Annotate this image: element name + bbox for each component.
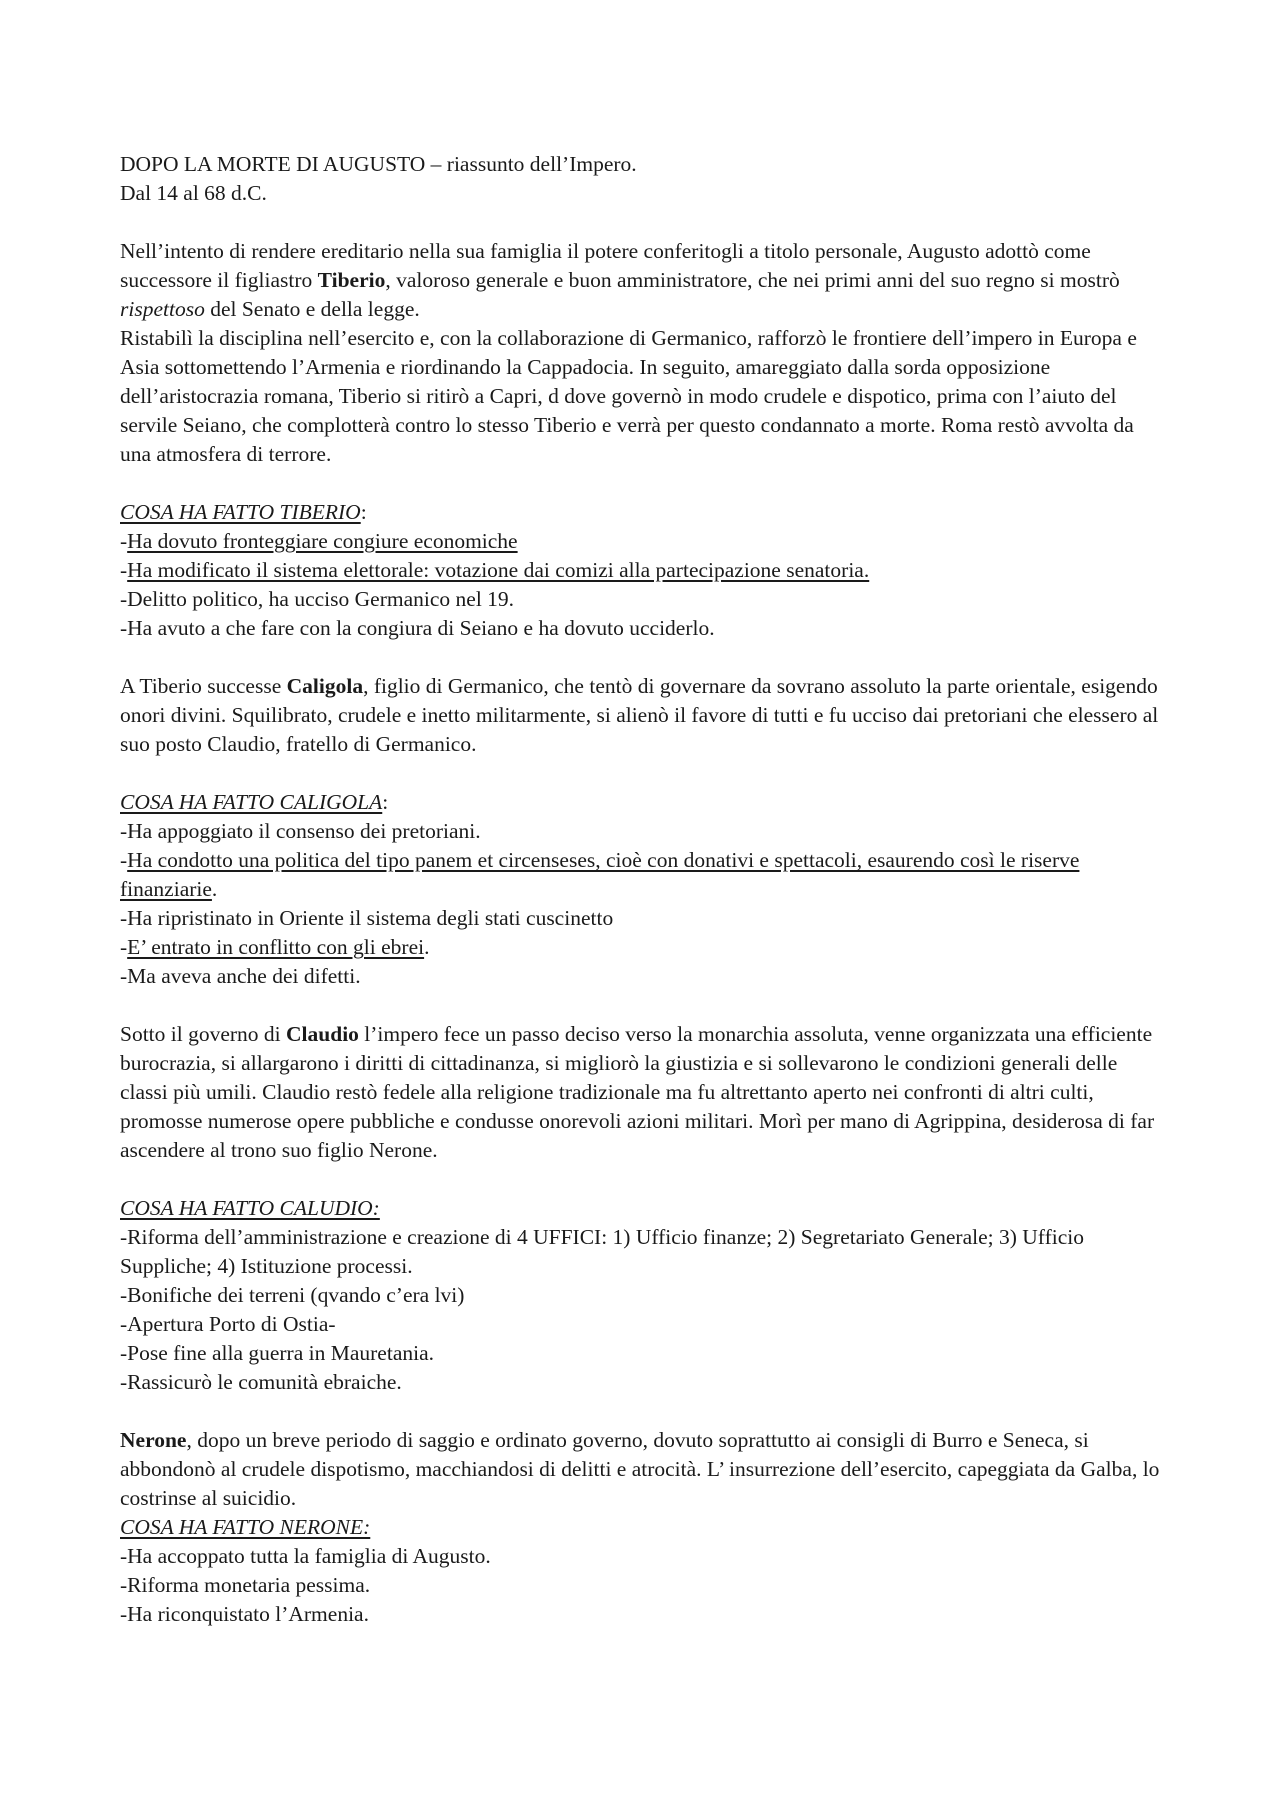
tiberio-heading	[120, 498, 1170, 527]
list-item-text: Ha dovuto fronteggiare congiure economiche	[127, 529, 518, 553]
list-item-period: .	[211, 877, 218, 901]
tiberio-paragraph	[120, 237, 1170, 324]
nerone-paragraph	[120, 1426, 1170, 1513]
caligola-heading	[120, 788, 1170, 817]
list-item: -Ha appoggiato il consenso dei pretoriani.	[120, 819, 481, 843]
document-page	[120, 150, 1170, 1629]
list-item	[120, 846, 1170, 904]
list-dash: -	[120, 935, 128, 959]
list-item-text: E’ entrato in conflitto con gli ebrei	[127, 935, 425, 959]
tiberio-heading-text: COSA HA FATTO TIBERIO	[120, 500, 361, 524]
claudio-name: Claudio	[286, 1022, 359, 1046]
list-item-period: .	[424, 935, 430, 959]
caligola-name: Caligola	[286, 674, 364, 698]
spacer	[120, 759, 1170, 788]
list-dash: -	[120, 558, 128, 582]
claudio-intro-text: Sotto il governo di	[120, 1022, 287, 1046]
caligola-intro-text: , figlio di Germanico, che tentò di governare da sovrano assoluto la parte orientale, esigendo onori divini. Squilibrato, crudele e inetto militarmente, si alienò il favore di tutti e fu ucciso dai pretoriani che elessero al suo posto Claudio, fratello di Germanico.	[120, 674, 1159, 756]
list-item: -Ha riconquistato l’Armenia.	[120, 1602, 369, 1626]
list-item: -Riforma monetaria pessima.	[120, 1573, 371, 1597]
nerone-heading: COSA HA FATTO NERONE:	[120, 1515, 371, 1539]
list-dash: -	[120, 529, 128, 553]
list-item	[120, 527, 1170, 556]
list-item: -Rassicurò le comunità ebraiche.	[120, 1370, 402, 1394]
tiberio-paragraph-2: Ristabilì la disciplina nell’esercito e, con la collaborazione di Germanico, rafforzò le frontiere dell’impero in Europa e Asia sottomettendo l’Armenia e riordinando la Cappadocia. In seguito, amareggiato dalla sorda opposizione dell’aristocrazia romana, Tiberio si ritirò a Capri, d dove governò in modo crudele e dispotico, prima con l’aiuto del servile Seiano, che complotterà contro lo stesso Tiberio e verrà per questo condannato a morte. Roma restò avvolta da una atmosfera di terrore.	[120, 326, 1137, 466]
list-item: -Ha accoppato tutta la famiglia di Augusto.	[120, 1544, 491, 1568]
list-item	[120, 556, 1170, 585]
claudio-paragraph	[120, 1020, 1170, 1165]
tiberio-intro-text: del Senato e della legge.	[204, 297, 420, 321]
heading-colon: :	[382, 790, 389, 814]
tiberio-intro-text: Nell’intento di rendere ereditario nella sua famiglia il potere conferitogli a titolo personale, Augusto adottò come successore il figliastro	[120, 239, 1091, 292]
list-item-text: Ha modificato il sistema elettorale: votazione dai comizi alla partecipazione senatoria.	[127, 558, 870, 582]
heading-colon: :	[360, 500, 367, 524]
spacer	[120, 643, 1170, 672]
spacer	[120, 469, 1170, 498]
caligola-heading-text: COSA HA FATTO CALIGOLA	[120, 790, 383, 814]
nerone-intro-text: , dopo un breve periodo di saggio e ordinato governo, dovuto soprattutto ai consigli di Burro e Seneca, si abbondonò al crudele dispotismo, macchiandosi di delitti e atrocità. L’ insurrezione dell’esercito, capeggiata da Galba, lo costrinse al suicidio.	[120, 1428, 1160, 1510]
claudio-intro-text: l’impero fece un passo deciso verso la monarchia assoluta, venne organizzata una efficiente burocrazia, si allargarono i diritti di cittadinanza, si migliorò la giustizia e si sollevarono le condizioni generali delle classi più umili. Claudio restò fedele alla religione tradizionale ma fu altrettanto aperto nei confronti di altri culti, promosse numerose opere pubbliche e condusse onorevoli azioni militari. Morì per mano di Agrippina, desiderosa di far ascendere al trono suo figlio Nerone.	[120, 1022, 1155, 1162]
spacer	[120, 991, 1170, 1020]
claudio-heading: COSA HA FATTO CALUDIO:	[120, 1196, 380, 1220]
caligola-paragraph	[120, 672, 1170, 759]
list-item	[120, 933, 1170, 962]
list-item: -Ha ripristinato in Oriente il sistema degli stati cuscinetto	[120, 906, 614, 930]
tiberio-name: Tiberio	[317, 268, 386, 292]
document-subtitle: Dal 14 al 68 d.C.	[120, 181, 267, 205]
spacer	[120, 1165, 1170, 1194]
nerone-name: Nerone	[120, 1428, 187, 1452]
list-item: -Ma aveva anche dei difetti.	[120, 964, 361, 988]
list-item: -Delitto politico, ha ucciso Germanico nel 19.	[120, 587, 515, 611]
list-dash: -	[120, 848, 128, 872]
list-item-text: Ha condotto una politica del tipo panem et circenseses, cioè con donativi e spettacoli, esaurendo così le riserve finanziarie	[120, 848, 1080, 901]
tiberio-intro-text: , valoroso generale e buon amministratore, che nei primi anni del suo regno si mostrò	[385, 268, 1120, 292]
list-item: -Bonifiche dei terreni (qvando c’era lvi)	[120, 1283, 465, 1307]
list-item: -Apertura Porto di Ostia-	[120, 1312, 336, 1336]
rispettoso-word: rispettoso	[120, 297, 205, 321]
spacer	[120, 208, 1170, 237]
caligola-intro-text: A Tiberio successe	[120, 674, 287, 698]
list-item: -Ha avuto a che fare con la congiura di Seiano e ha dovuto ucciderlo.	[120, 616, 715, 640]
list-item: -Pose fine alla guerra in Mauretania.	[120, 1341, 435, 1365]
spacer	[120, 1397, 1170, 1426]
list-item: -Riforma dell’amministrazione e creazione di 4 UFFICI: 1) Ufficio finanze; 2) Segretariato Generale; 3) Ufficio Suppliche; 4) Istituzione processi.	[120, 1225, 1084, 1278]
document-title: DOPO LA MORTE DI AUGUSTO – riassunto dell’Impero.	[120, 152, 637, 176]
